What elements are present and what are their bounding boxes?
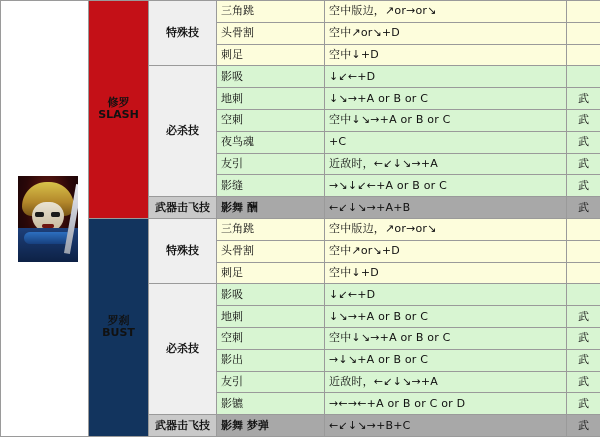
move-name: 影吸 — [217, 284, 325, 306]
move-command: ←↙↓↘→+B+C — [325, 415, 567, 437]
character-portrait — [1, 1, 89, 437]
move-flag: 武 — [567, 175, 600, 197]
move-command: 空中版边，↗or→or↘ — [325, 1, 567, 23]
character-name-en: SLASH — [98, 108, 139, 122]
move-flag: 武 — [567, 349, 600, 371]
move-name: 夜鸟魂 — [217, 131, 325, 153]
category-special-move-bust: 必杀技 — [149, 284, 217, 415]
move-flag: 武 — [567, 371, 600, 393]
category-special-slash: 特殊技 — [149, 1, 217, 66]
move-name: 头骨割 — [217, 22, 325, 44]
move-flag: 武 — [567, 197, 600, 219]
move-name: 地刺 — [217, 88, 325, 110]
move-name: 刺足 — [217, 44, 325, 66]
move-flag — [567, 66, 600, 88]
move-flag — [567, 44, 600, 66]
category-weapon-slash: 武器击飞技 — [149, 197, 217, 219]
move-command: 空中版边，↗or→or↘ — [325, 218, 567, 240]
move-name: 影舞 酬 — [217, 197, 325, 219]
character-name-en: BUST — [102, 326, 135, 340]
move-command: ↓↙←+D — [325, 66, 567, 88]
move-command: 空中↗or↘+D — [325, 240, 567, 262]
character-name-cn: 修罗 — [107, 96, 130, 110]
move-command: ↓↙←+D — [325, 284, 567, 306]
move-flag — [567, 284, 600, 306]
move-command: ↓↘→+A or B or C — [325, 306, 567, 328]
move-command: →↘↓↙←+A or B or C — [325, 175, 567, 197]
move-name: 空刺 — [217, 327, 325, 349]
move-command: 空中↓+D — [325, 44, 567, 66]
move-name: 刺足 — [217, 262, 325, 284]
move-name: 影出 — [217, 349, 325, 371]
character-block-slash — [89, 1, 149, 219]
move-name: 三角跳 — [217, 1, 325, 23]
move-name: 友引 — [217, 153, 325, 175]
move-flag — [567, 22, 600, 44]
move-command: ↓↘→+A or B or C — [325, 88, 567, 110]
move-flag — [567, 240, 600, 262]
move-command: 空中↓↘→+A or B or C — [325, 109, 567, 131]
move-name: 三角跳 — [217, 218, 325, 240]
move-name: 空刺 — [217, 109, 325, 131]
character-name-cn: 罗刹 — [107, 314, 130, 328]
move-command: 近敌时，←↙↓↘→+A — [325, 153, 567, 175]
move-flag — [567, 262, 600, 284]
move-flag: 武 — [567, 306, 600, 328]
move-name: 友引 — [217, 371, 325, 393]
character-block-bust — [89, 218, 149, 436]
movelist-body — [1, 1, 600, 437]
move-command: 空中↓↘→+A or B or C — [325, 327, 567, 349]
move-command: 近敌时，←↙↓↘→+A — [325, 371, 567, 393]
table-row — [1, 218, 600, 240]
move-flag — [567, 1, 600, 23]
move-name: 影舞 梦弹 — [217, 415, 325, 437]
move-flag: 武 — [567, 415, 600, 437]
portrait-art — [18, 176, 78, 262]
move-flag: 武 — [567, 393, 600, 415]
move-name: 影缝 — [217, 175, 325, 197]
move-command: 空中↓+D — [325, 262, 567, 284]
move-flag: 武 — [567, 131, 600, 153]
table-row — [1, 1, 600, 23]
move-command: ←↙↓↘→+A+B — [325, 197, 567, 219]
move-name: 影吸 — [217, 66, 325, 88]
move-command: →←→←+A or B or C or D — [325, 393, 567, 415]
move-flag: 武 — [567, 88, 600, 110]
move-flag: 武 — [567, 109, 600, 131]
move-flag: 武 — [567, 327, 600, 349]
category-special-bust: 特殊技 — [149, 218, 217, 283]
move-name: 头骨割 — [217, 240, 325, 262]
move-flag: 武 — [567, 153, 600, 175]
move-command: 空中↗or↘+D — [325, 22, 567, 44]
category-special-move-slash: 必杀技 — [149, 66, 217, 197]
move-name: 影镳 — [217, 393, 325, 415]
move-command: →↓↘+A or B or C — [325, 349, 567, 371]
move-flag — [567, 218, 600, 240]
move-command: +C — [325, 131, 567, 153]
move-name: 地刺 — [217, 306, 325, 328]
category-weapon-bust: 武器击飞技 — [149, 415, 217, 437]
